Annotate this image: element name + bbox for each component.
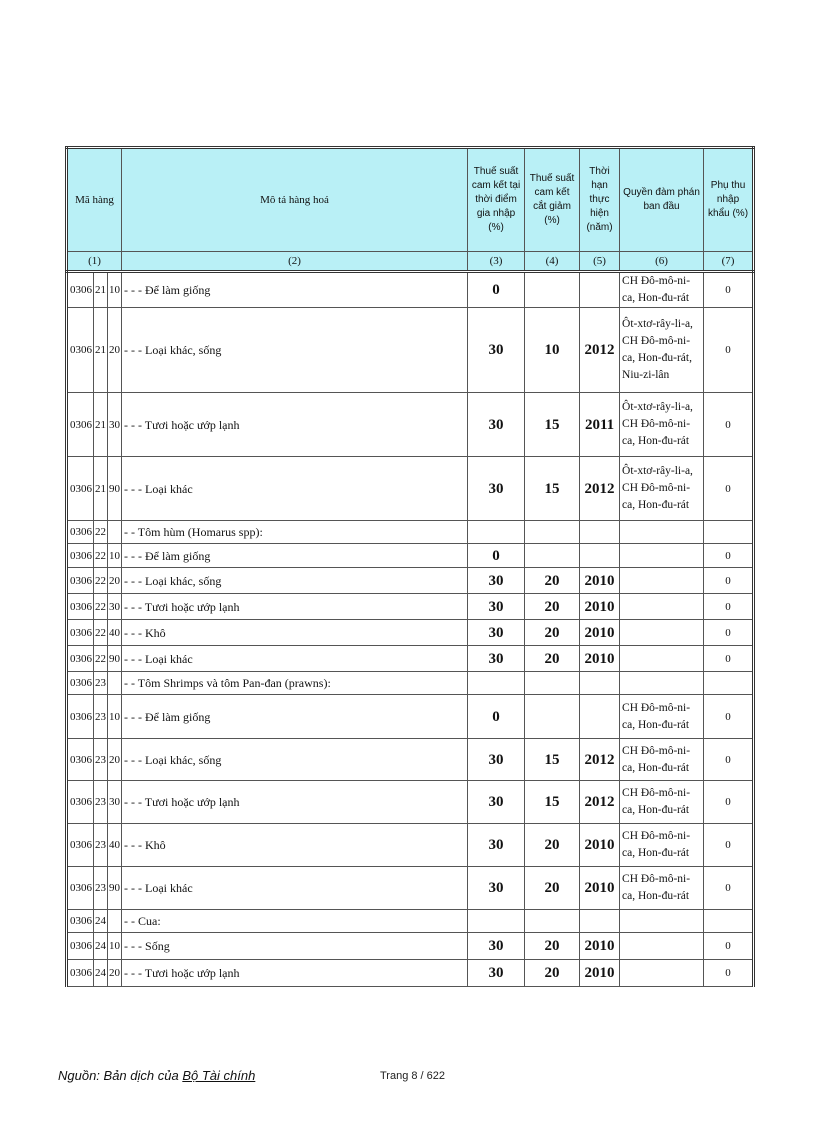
table-row — [67, 910, 754, 933]
table-row — [67, 867, 754, 910]
code-suffix: 10 — [108, 272, 122, 308]
code-suffix: 10 — [108, 933, 122, 960]
negotiating-rights — [620, 672, 704, 695]
description: - - Cua: — [122, 910, 468, 933]
table-row — [67, 646, 754, 672]
rate-committed: 20 — [525, 594, 580, 620]
code-heading: 0306 — [67, 960, 94, 987]
rate-committed — [525, 695, 580, 739]
implementation-year: 2011 — [580, 393, 620, 457]
rate-committed — [525, 672, 580, 695]
implementation-year — [580, 695, 620, 739]
description: - - - Tươi hoặc ướp lạnh — [122, 594, 468, 620]
description: - - Tôm Shrimps và tôm Pan-đan (prawns): — [122, 672, 468, 695]
code-suffix: 90 — [108, 646, 122, 672]
implementation-year: 2010 — [580, 867, 620, 910]
rate-at-accession: 30 — [468, 781, 525, 824]
rate-at-accession: 0 — [468, 695, 525, 739]
table-row — [67, 695, 754, 739]
table-row — [67, 781, 754, 824]
code-heading: 0306 — [67, 824, 94, 867]
rate-at-accession — [468, 672, 525, 695]
header-col4: Thuế suất cam kết cắt giảm (%) — [525, 148, 580, 252]
negotiating-rights — [620, 594, 704, 620]
table-row — [67, 672, 754, 695]
rate-committed: 20 — [525, 960, 580, 987]
description: - - - Loại khác — [122, 646, 468, 672]
table-row — [67, 620, 754, 646]
description: - - - Để làm giống — [122, 272, 468, 308]
code-heading: 0306 — [67, 933, 94, 960]
implementation-year: 2010 — [580, 646, 620, 672]
import-surcharge: 0 — [704, 646, 754, 672]
description: - - - Tươi hoặc ướp lạnh — [122, 960, 468, 987]
code-heading: 0306 — [67, 457, 94, 521]
rate-committed — [525, 521, 580, 544]
col-number-3: (3) — [468, 252, 525, 272]
code-suffix — [108, 672, 122, 695]
negotiating-rights — [620, 620, 704, 646]
code-heading: 0306 — [67, 867, 94, 910]
negotiating-rights — [620, 933, 704, 960]
description: - - - Loại khác, sống — [122, 568, 468, 594]
table-row — [67, 393, 754, 457]
code-subheading: 24 — [94, 960, 108, 987]
negotiating-rights — [620, 568, 704, 594]
negotiating-rights — [620, 960, 704, 987]
table-row — [67, 933, 754, 960]
import-surcharge: 0 — [704, 544, 754, 568]
code-subheading: 23 — [94, 781, 108, 824]
code-subheading: 24 — [94, 933, 108, 960]
code-heading: 0306 — [67, 739, 94, 781]
rate-at-accession: 30 — [468, 933, 525, 960]
table-row — [67, 824, 754, 867]
code-subheading: 22 — [94, 594, 108, 620]
code-suffix: 90 — [108, 867, 122, 910]
rate-committed: 15 — [525, 739, 580, 781]
description: - - - Loại khác — [122, 457, 468, 521]
negotiating-rights — [620, 521, 704, 544]
import-surcharge — [704, 521, 754, 544]
table-row — [67, 594, 754, 620]
import-surcharge: 0 — [704, 308, 754, 393]
negotiating-rights: CH Đô-mô-ni-ca, Hon-đu-rát — [620, 695, 704, 739]
code-suffix: 30 — [108, 594, 122, 620]
import-surcharge: 0 — [704, 695, 754, 739]
rate-at-accession: 30 — [468, 308, 525, 393]
table-row — [67, 544, 754, 568]
col-number-5: (5) — [580, 252, 620, 272]
rate-at-accession: 30 — [468, 824, 525, 867]
import-surcharge: 0 — [704, 594, 754, 620]
negotiating-rights: CH Đô-mô-ni-ca, Hon-đu-rát — [620, 739, 704, 781]
header-col7: Phụ thu nhập khẩu (%) — [704, 148, 754, 252]
description: - - - Để làm giống — [122, 544, 468, 568]
header-mo-ta: Mô tả hàng hoá — [122, 148, 468, 252]
code-subheading: 21 — [94, 457, 108, 521]
table-row — [67, 308, 754, 393]
import-surcharge — [704, 672, 754, 695]
implementation-year: 2010 — [580, 960, 620, 987]
header-col3: Thuế suất cam kết tại thời điểm gia nhập (%) — [468, 148, 525, 252]
import-surcharge: 0 — [704, 272, 754, 308]
code-heading: 0306 — [67, 568, 94, 594]
code-suffix: 10 — [108, 695, 122, 739]
rate-at-accession: 30 — [468, 867, 525, 910]
import-surcharge: 0 — [704, 867, 754, 910]
import-surcharge: 0 — [704, 960, 754, 987]
header-row — [67, 148, 754, 252]
header-ma-hang: Mã hàng — [67, 148, 122, 252]
negotiating-rights: CH Đô-mô-ni-ca, Hon-đu-rát — [620, 781, 704, 824]
import-surcharge: 0 — [704, 568, 754, 594]
code-subheading: 23 — [94, 739, 108, 781]
code-suffix: 20 — [108, 739, 122, 781]
tariff-table — [65, 146, 755, 987]
col-number-7: (7) — [704, 252, 754, 272]
code-suffix: 20 — [108, 308, 122, 393]
description: - - - Loại khác, sống — [122, 308, 468, 393]
code-heading: 0306 — [67, 672, 94, 695]
description: - - Tôm hùm (Homarus spp): — [122, 521, 468, 544]
negotiating-rights: Ôt-xtơ-rây-li-a, CH Đô-mô-ni-ca, Hon-đu-rát — [620, 457, 704, 521]
code-heading: 0306 — [67, 544, 94, 568]
negotiating-rights: Ôt-xtơ-rây-li-a, CH Đô-mô-ni-ca, Hon-đu-rát — [620, 393, 704, 457]
description: - - - Loại khác, sống — [122, 739, 468, 781]
rate-committed: 15 — [525, 393, 580, 457]
code-heading: 0306 — [67, 521, 94, 544]
rate-at-accession: 30 — [468, 594, 525, 620]
code-heading: 0306 — [67, 910, 94, 933]
code-subheading: 22 — [94, 521, 108, 544]
column-number-row — [67, 252, 754, 272]
negotiating-rights: Ôt-xtơ-rây-li-a, CH Đô-mô-ni-ca, Hon-đu-rát, Niu-zi-lân — [620, 308, 704, 393]
implementation-year — [580, 521, 620, 544]
rate-committed: 20 — [525, 933, 580, 960]
code-suffix: 90 — [108, 457, 122, 521]
header-col5: Thời hạn thực hiện (năm) — [580, 148, 620, 252]
implementation-year — [580, 272, 620, 308]
negotiating-rights — [620, 910, 704, 933]
code-subheading: 23 — [94, 824, 108, 867]
rate-at-accession: 30 — [468, 457, 525, 521]
code-suffix — [108, 910, 122, 933]
implementation-year: 2012 — [580, 739, 620, 781]
description: - - - Tươi hoặc ướp lạnh — [122, 393, 468, 457]
rate-committed — [525, 272, 580, 308]
import-surcharge: 0 — [704, 620, 754, 646]
import-surcharge: 0 — [704, 781, 754, 824]
code-subheading: 23 — [94, 672, 108, 695]
implementation-year — [580, 544, 620, 568]
code-heading: 0306 — [67, 620, 94, 646]
rate-committed: 20 — [525, 620, 580, 646]
code-heading: 0306 — [67, 272, 94, 308]
table-row — [67, 521, 754, 544]
implementation-year — [580, 910, 620, 933]
negotiating-rights — [620, 544, 704, 568]
rate-committed: 20 — [525, 646, 580, 672]
import-surcharge: 0 — [704, 739, 754, 781]
rate-committed — [525, 544, 580, 568]
code-suffix: 30 — [108, 393, 122, 457]
code-subheading: 22 — [94, 620, 108, 646]
implementation-year: 2010 — [580, 594, 620, 620]
table-row — [67, 457, 754, 521]
rate-committed — [525, 910, 580, 933]
rate-committed: 15 — [525, 781, 580, 824]
description: - - - Khô — [122, 620, 468, 646]
table-row — [67, 568, 754, 594]
description: - - - Sống — [122, 933, 468, 960]
import-surcharge: 0 — [704, 457, 754, 521]
implementation-year: 2012 — [580, 457, 620, 521]
implementation-year: 2012 — [580, 781, 620, 824]
rate-committed: 20 — [525, 568, 580, 594]
header-col6: Quyền đàm phán ban đầu — [620, 148, 704, 252]
code-subheading: 23 — [94, 867, 108, 910]
description: - - - Loại khác — [122, 867, 468, 910]
rate-at-accession: 30 — [468, 739, 525, 781]
negotiating-rights: CH Đô-mô-ni-ca, Hon-đu-rát — [620, 824, 704, 867]
implementation-year: 2010 — [580, 568, 620, 594]
code-subheading: 23 — [94, 695, 108, 739]
table-row — [67, 272, 754, 308]
rate-at-accession: 30 — [468, 568, 525, 594]
rate-committed: 10 — [525, 308, 580, 393]
code-suffix: 20 — [108, 960, 122, 987]
import-surcharge: 0 — [704, 393, 754, 457]
code-heading: 0306 — [67, 594, 94, 620]
source-prefix: Nguồn: Bản dịch của — [58, 1068, 183, 1083]
code-suffix: 20 — [108, 568, 122, 594]
code-heading: 0306 — [67, 695, 94, 739]
negotiating-rights — [620, 646, 704, 672]
rate-at-accession: 30 — [468, 620, 525, 646]
code-subheading: 21 — [94, 272, 108, 308]
code-heading: 0306 — [67, 646, 94, 672]
code-subheading: 22 — [94, 568, 108, 594]
code-heading: 0306 — [67, 308, 94, 393]
table-row — [67, 739, 754, 781]
rate-committed: 15 — [525, 457, 580, 521]
import-surcharge — [704, 910, 754, 933]
code-heading: 0306 — [67, 781, 94, 824]
code-subheading: 21 — [94, 308, 108, 393]
rate-at-accession: 30 — [468, 393, 525, 457]
code-subheading: 22 — [94, 544, 108, 568]
import-surcharge: 0 — [704, 933, 754, 960]
rate-at-accession: 0 — [468, 544, 525, 568]
code-subheading: 21 — [94, 393, 108, 457]
description: - - - Tươi hoặc ướp lạnh — [122, 781, 468, 824]
rate-at-accession — [468, 910, 525, 933]
rate-at-accession — [468, 521, 525, 544]
table-row — [67, 960, 754, 987]
col-number-6: (6) — [620, 252, 704, 272]
code-suffix: 30 — [108, 781, 122, 824]
code-suffix: 40 — [108, 620, 122, 646]
rate-committed: 20 — [525, 824, 580, 867]
page-number: Trang 8 / 622 — [380, 1070, 446, 1082]
description: - - - Khô — [122, 824, 468, 867]
implementation-year: 2012 — [580, 308, 620, 393]
code-suffix — [108, 521, 122, 544]
implementation-year — [580, 672, 620, 695]
code-heading: 0306 — [67, 393, 94, 457]
negotiating-rights: CH Đô-mô-ni-ca, Hon-đu-rát — [620, 272, 704, 308]
code-subheading: 22 — [94, 646, 108, 672]
col-number-4: (4) — [525, 252, 580, 272]
rate-at-accession: 30 — [468, 646, 525, 672]
code-subheading: 24 — [94, 910, 108, 933]
source-link[interactable]: Bộ Tài chính — [182, 1068, 256, 1083]
negotiating-rights: CH Đô-mô-ni-ca, Hon-đu-rát — [620, 867, 704, 910]
implementation-year: 2010 — [580, 620, 620, 646]
code-suffix: 40 — [108, 824, 122, 867]
col-number-1: (1) — [67, 252, 122, 272]
rate-at-accession: 0 — [468, 272, 525, 308]
description: - - - Để làm giống — [122, 695, 468, 739]
rate-at-accession: 30 — [468, 960, 525, 987]
code-suffix: 10 — [108, 544, 122, 568]
implementation-year: 2010 — [580, 824, 620, 867]
implementation-year: 2010 — [580, 933, 620, 960]
col-number-2: (2) — [122, 252, 468, 272]
rate-committed: 20 — [525, 867, 580, 910]
import-surcharge: 0 — [704, 824, 754, 867]
